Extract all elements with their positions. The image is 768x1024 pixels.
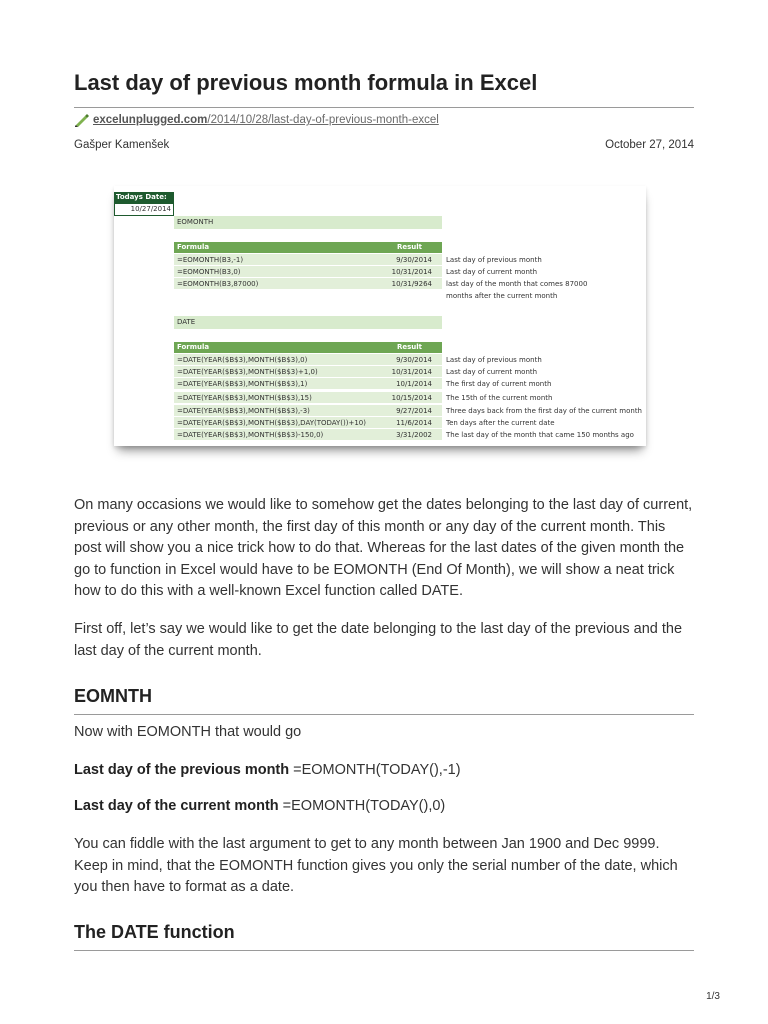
source-path-link[interactable]: /2014/10/28/last-day-of-previous-month-excel [207, 114, 439, 126]
description-cell: last day of the month that comes 87000 [446, 280, 588, 288]
description-cell: Last day of previous month [446, 356, 542, 364]
section-title-eomonth: EOMONTH [174, 216, 442, 229]
description-cell: Last day of current month [446, 268, 538, 276]
today-label-cell: Todays Date: [114, 192, 174, 203]
formula-cell: =DATE(YEAR($B$3),MONTH($B$3),-3) [174, 405, 442, 417]
table-row [174, 254, 754, 266]
table-row [174, 354, 754, 366]
formula-cell: =DATE(YEAR($B$3),MONTH($B$3),1) [174, 378, 442, 390]
formula-current-month [74, 798, 445, 814]
result-cell: 9/27/2014 [396, 407, 432, 415]
fiddle-paragraph: You can fiddle with the last argument to get to any month between Jan 1900 and Dec 9999. Keep in mind, that the EOMONTH function gives you only the serial number of the date, which you then have to format as a date. [74, 836, 678, 895]
formula-label: Last day of the previous month [74, 762, 290, 778]
intro-paragraph: On many occasions we would like to somehow get the dates belonging to the last day of current, previous or any other month, the first day of this month or any day of the current month. This post will show you a nice trick how to do that. Whereas for the last dates of the given month the go to function in Excel would have to be EOMONTH (End Of Month), we will show a neat trick how to do this with a well-known Excel function called DATE. [74, 497, 693, 599]
result-cell: 9/30/2014 [396, 356, 432, 364]
article-title: Last day of previous month formula in Excel [74, 70, 538, 95]
header-formula: Formula [177, 343, 210, 351]
result-cell: 10/1/2014 [396, 380, 432, 388]
heading-eomnth: EOMNTH [74, 686, 152, 706]
description-cell-continued: months after the current month [446, 292, 558, 300]
pen-icon [74, 113, 90, 127]
table-row [174, 366, 754, 378]
spreadsheet-figure [114, 186, 646, 446]
formula-cell: =EOMONTH(B3,-1) [174, 254, 442, 266]
table-header [174, 242, 442, 253]
today-value-cell: 10/27/2014 [114, 203, 174, 216]
now-with-paragraph: Now with EOMONTH that would go [74, 724, 302, 740]
heading-date-function: The DATE function [74, 922, 235, 942]
result-cell: 10/31/2014 [391, 368, 432, 376]
result-cell: 10/15/2014 [391, 394, 432, 402]
formula-previous-month [74, 762, 461, 778]
header-result: Result [396, 243, 422, 251]
description-cell: Three days back from the first day of the current month [446, 407, 642, 415]
table-row [174, 429, 754, 441]
header-result: Result [396, 343, 422, 351]
description-cell: The 15th of the current month [446, 394, 553, 402]
source-link-line[interactable] [74, 113, 439, 127]
table-row [174, 417, 754, 429]
table-header [174, 342, 442, 353]
formula-cell: =DATE(YEAR($B$3),MONTH($B$3),DAY(TODAY())+10) [174, 417, 442, 429]
heading-divider [74, 950, 694, 951]
formula-value: =EOMONTH(TODAY(),0) [278, 798, 446, 814]
formula-cell: =DATE(YEAR($B$3),MONTH($B$3)+1,0) [174, 366, 442, 378]
formula-cell: =EOMONTH(B3,0) [174, 266, 442, 278]
description-cell: Ten days after the current date [446, 419, 555, 427]
description-cell: The first day of current month [446, 380, 552, 388]
publish-date: October 27, 2014 [605, 139, 694, 151]
heading-divider [74, 714, 694, 715]
result-cell: 3/31/2002 [396, 431, 432, 439]
result-cell: 11/6/2014 [396, 419, 432, 427]
section-title-date: DATE [174, 316, 442, 329]
author-name: Gašper Kamenšek [74, 139, 170, 151]
formula-value: =EOMONTH(TODAY(),-1) [289, 762, 461, 778]
table-row [174, 405, 754, 417]
source-domain-link[interactable]: excelunplugged.com [93, 114, 208, 126]
description-cell: Last day of previous month [446, 256, 542, 264]
result-cell: 9/30/2014 [396, 256, 432, 264]
description-cell: The last day of the month that came 150 months ago [446, 431, 634, 439]
formula-cell: =DATE(YEAR($B$3),MONTH($B$3)-150,0) [174, 429, 442, 441]
result-cell: 10/31/9264 [391, 280, 432, 288]
formula-cell: =DATE(YEAR($B$3),MONTH($B$3),0) [174, 354, 442, 366]
header-formula: Formula [177, 243, 210, 251]
result-cell: 10/31/2014 [391, 268, 432, 276]
description-cell: Last day of current month [446, 368, 538, 376]
formula-cell: =EOMONTH(B3,87000) [174, 278, 442, 290]
title-divider [74, 107, 694, 108]
table-row [174, 266, 754, 278]
table-row [174, 378, 754, 390]
table-row [174, 278, 754, 300]
formula-label: Last day of the current month [74, 798, 279, 814]
table-row [174, 392, 754, 404]
page-number: 1/3 [706, 991, 720, 1002]
formula-cell: =DATE(YEAR($B$3),MONTH($B$3),15) [174, 392, 442, 404]
first-off-paragraph: First off, let’s say we would like to get the date belonging to the last day of the previous and the last day of the current month. [74, 621, 683, 659]
